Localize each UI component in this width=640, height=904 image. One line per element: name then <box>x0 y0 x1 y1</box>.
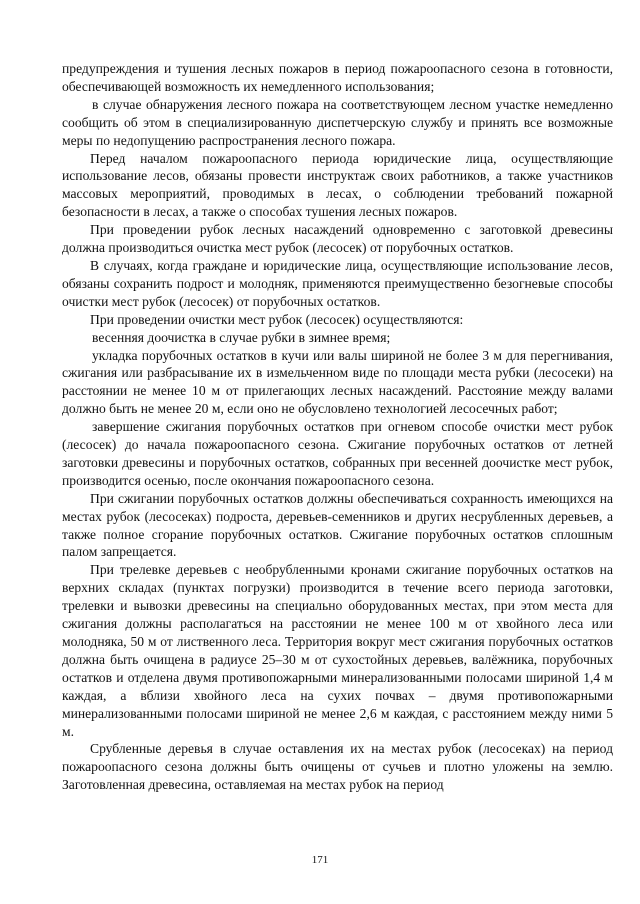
list-item-3: завершение сжигания порубочных остатков при огневом способе очистки мест рубок (лесосек) до начала пожароопасного сезона. Сжигание порубочных остатков от летней заготовки древесины и порубочных остатков, собранных при весенней доочистке мест рубок, производится осенью, после окончания пожароопасного сезона. <box>62 419 613 488</box>
paragraph-7: При сжигании порубочных остатков должны обеспечиваться сохранность имеющихся на местах рубок (лесосеках) подроста, деревьев-семенников и других несрубленных деревьев, а также полное сгорание порубочных остатков. Сжигание порубочных остатков сплошным палом запрещается. <box>62 490 613 560</box>
page-number: 171 <box>311 854 329 866</box>
paragraph-2: в случае обнаружения лесного пожара на соответствующем лесном участке немедленно сообщить об этом в специализированную диспетчерскую службу и принять все возможные меры по недопущению распространения лесного пожара. <box>62 96 613 148</box>
paragraph-6: При проведении очистки мест рубок (лесосек) осуществляются: <box>90 311 464 327</box>
paragraph-9: Срубленные деревья в случае оставления их на местах рубок (лесосеках) на период пожароопасного сезона должны быть очищены от сучьев и плотно уложены на землю. Заготовленная древесина, оставляемая на местах рубок на период <box>62 741 613 793</box>
paragraph-5: В случаях, когда граждане и юридические лица, осуществляющие использование лесов, обязаны сохранить подрост и молодняк, применяются преимущественно безогневые способы очистки мест рубок (лесосек) от порубочных остатков. <box>62 257 613 309</box>
paragraph-8: При трелевке деревьев с необрубленными кронами сжигание порубочных остатков на верхних складах (пунктах погрузки) производится в течение всего периода заготовки, трелевки и вывозки древесины на специально оборудованных местах, при этом места для сжигания должны располагаться на расстоянии не менее 100 м от хвойного леса или молодняка, 50 м от лиственного леса. Территория вокруг мест сжигания порубочных остатков должна быть очищена в радиусе 25–30 м от сухостойных деревьев, валёжника, порубочных остатков и отделена двумя противопожарными минерализованными полосами шириной 1,4 м каждая, а вблизи хвойного леса на сухих почвах – двумя противопожарными минерализованными полосами шириной не менее 2,6 м каждая, с расстоянием между ними 5 м. <box>62 562 613 739</box>
paragraph-4: При проведении рубок лесных насаждений одновременно с заготовкой древесины должна производиться очистка мест рубок (лесосек) от порубочных остатков. <box>62 222 613 256</box>
document-page <box>62 60 613 794</box>
list-item-2: укладка порубочных остатков в кучи или валы шириной не более 3 м для перегнивания, сжигания или разбрасывание их в измельченном виде по площади места рубки (лесосеки) на расстоянии не менее 10 м от прилегающих лесных насаждений. Расстояние между валами должно быть не менее 20 м, если оно не обусловлено технологией лесосечных работ; <box>62 347 613 417</box>
paragraph-1: предупреждения и тушения лесных пожаров в период пожароопасного сезона в готовности, обеспечивающей возможность их немедленного использования; <box>62 61 613 94</box>
paragraph-3: Перед началом пожароопасного периода юридические лица, осуществляющие использование лесов, обязаны провести инструктаж своих работников, а также участников массовых мероприятий, проводимых в лесах, о соблюдении требований пожарной безопасности в лесах, а также о способах тушения лесных пожаров. <box>62 150 613 220</box>
list-item-1: весенняя доочистка в случае рубки в зимнее время; <box>92 329 391 345</box>
